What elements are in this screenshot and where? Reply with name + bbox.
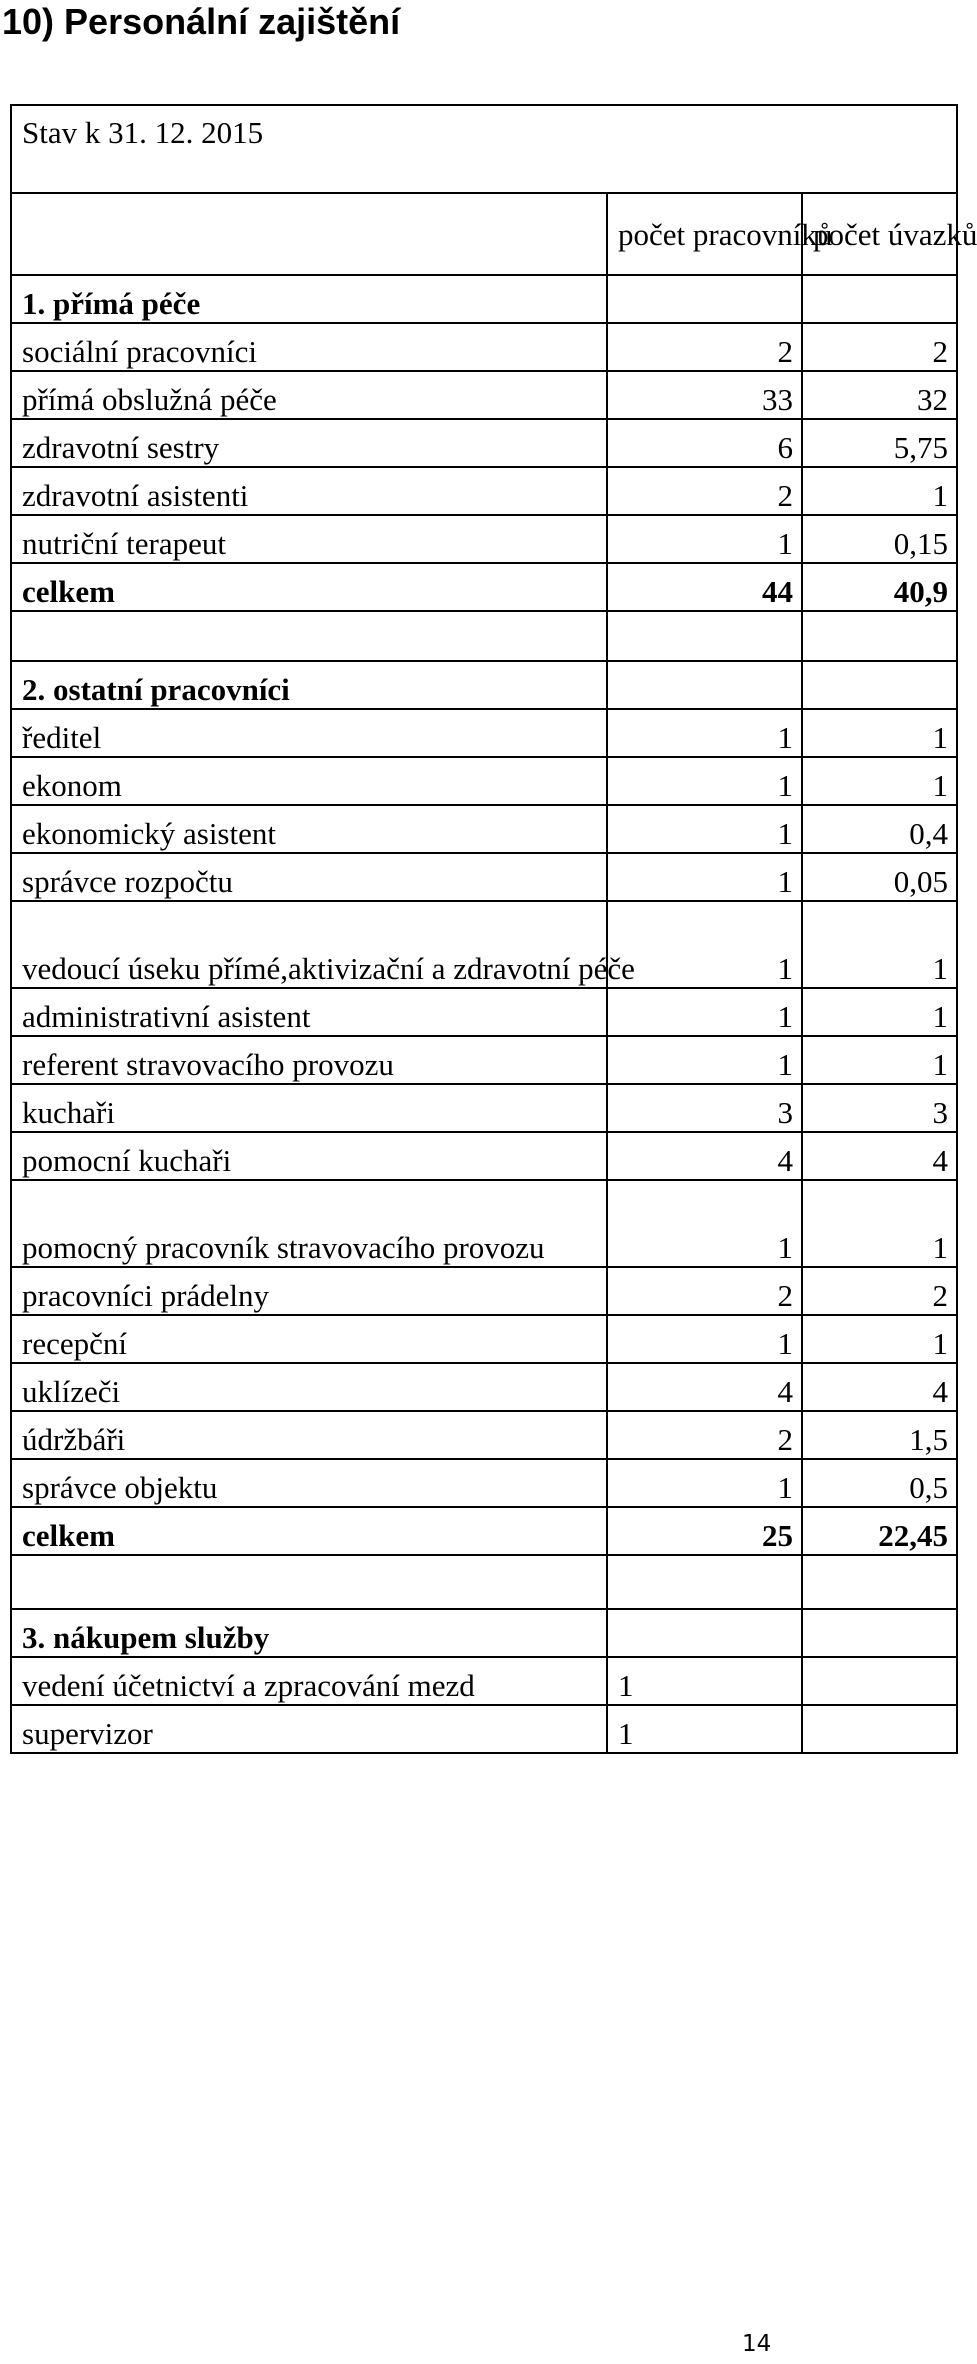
row-workers: 1 — [607, 1036, 802, 1084]
row-workers: 2 — [607, 1411, 802, 1459]
row-workers: 4 — [607, 1363, 802, 1411]
total-row — [11, 1507, 957, 1555]
row-fte: 1 — [802, 467, 957, 515]
column-header-fte: počet úvazků — [802, 193, 957, 275]
row-label: správce rozpočtu — [11, 853, 607, 901]
page-number: 14 — [742, 2331, 772, 2357]
row-fte: 3 — [802, 1084, 957, 1132]
total-label: celkem — [11, 563, 607, 611]
row-fte: 0,4 — [802, 805, 957, 853]
table-row — [11, 709, 957, 757]
row-fte: 1 — [802, 901, 957, 988]
row-fte: 1 — [802, 1036, 957, 1084]
row-fte: 4 — [802, 1363, 957, 1411]
row-fte: 1 — [802, 1315, 957, 1363]
row-label: vedoucí úseku přímé,aktivizační a zdravotní péče — [11, 901, 607, 988]
table-row — [11, 1036, 957, 1084]
row-label: uklízeči — [11, 1363, 607, 1411]
row-workers: 1 — [607, 709, 802, 757]
table-row — [11, 323, 957, 371]
total-fte: 22,45 — [802, 1507, 957, 1555]
row-fte: 1 — [802, 1180, 957, 1267]
row-workers: 2 — [607, 1267, 802, 1315]
table-row — [11, 1657, 957, 1705]
row-label: pomocní kuchaři — [11, 1132, 607, 1180]
section-title: 1. přímá péče — [11, 275, 607, 323]
row-label: zdravotní sestry — [11, 419, 607, 467]
row-fte: 1 — [802, 757, 957, 805]
row-workers: 1 — [607, 1657, 802, 1705]
row-fte: 0,05 — [802, 853, 957, 901]
row-label: ekonomický asistent — [11, 805, 607, 853]
column-header-row — [11, 193, 957, 275]
staffing-table — [10, 104, 977, 1754]
row-label: přímá obslužná péče — [11, 371, 607, 419]
row-label: údržbáři — [11, 1411, 607, 1459]
date-row — [11, 105, 957, 193]
spacer-row — [11, 1555, 957, 1609]
row-label: pomocný pracovník stravovacího provozu — [11, 1180, 607, 1267]
table-row — [11, 419, 957, 467]
table-row — [11, 988, 957, 1036]
table-row — [11, 1705, 957, 1753]
row-workers: 3 — [607, 1084, 802, 1132]
row-label: nutriční terapeut — [11, 515, 607, 563]
table-row — [11, 467, 957, 515]
table-row — [11, 1411, 957, 1459]
row-fte: 2 — [802, 1267, 957, 1315]
row-fte: 1 — [802, 709, 957, 757]
row-fte: 0,15 — [802, 515, 957, 563]
row-label: supervizor — [11, 1705, 607, 1753]
table-row — [11, 1363, 957, 1411]
section-heading: 10) Personální zajištění — [2, 1, 401, 42]
column-header-workers: počet pracovníků — [607, 193, 802, 275]
total-row — [11, 563, 957, 611]
table-row — [11, 515, 957, 563]
table-row — [11, 1180, 957, 1267]
row-workers: 1 — [607, 805, 802, 853]
row-label: recepční — [11, 1315, 607, 1363]
row-fte — [802, 1705, 957, 1753]
spacer-row — [11, 611, 957, 661]
row-workers: 1 — [607, 1459, 802, 1507]
table-row — [11, 805, 957, 853]
total-fte: 40,9 — [802, 563, 957, 611]
date-label: Stav k 31. 12. 2015 — [11, 105, 957, 193]
total-workers: 44 — [607, 563, 802, 611]
section-title-row — [11, 661, 957, 709]
row-workers: 1 — [607, 901, 802, 988]
row-fte: 0,5 — [802, 1459, 957, 1507]
row-label: pracovníci prádelny — [11, 1267, 607, 1315]
section-title: 3. nákupem služby — [11, 1609, 607, 1657]
row-workers: 1 — [607, 515, 802, 563]
section-title-row — [11, 1609, 957, 1657]
table-row — [11, 757, 957, 805]
table-row — [11, 1267, 957, 1315]
row-workers: 1 — [607, 1705, 802, 1753]
row-workers: 1 — [607, 853, 802, 901]
row-label: kuchaři — [11, 1084, 607, 1132]
row-label: správce objektu — [11, 1459, 607, 1507]
row-fte: 2 — [802, 323, 957, 371]
row-label: ekonom — [11, 757, 607, 805]
table-row — [11, 853, 957, 901]
row-fte: 5,75 — [802, 419, 957, 467]
row-fte: 4 — [802, 1132, 957, 1180]
row-label: referent stravovacího provozu — [11, 1036, 607, 1084]
row-label: ředitel — [11, 709, 607, 757]
column-header-empty — [11, 193, 607, 275]
row-workers: 33 — [607, 371, 802, 419]
row-label: sociální pracovníci — [11, 323, 607, 371]
row-workers: 4 — [607, 1132, 802, 1180]
row-workers: 1 — [607, 988, 802, 1036]
table-row — [11, 1132, 957, 1180]
table-row — [11, 1084, 957, 1132]
row-workers: 1 — [607, 757, 802, 805]
row-fte: 1,5 — [802, 1411, 957, 1459]
row-label: zdravotní asistenti — [11, 467, 607, 515]
section-title: 2. ostatní pracovníci — [11, 661, 607, 709]
row-fte: 32 — [802, 371, 957, 419]
row-workers: 6 — [607, 419, 802, 467]
row-workers: 1 — [607, 1180, 802, 1267]
row-workers: 2 — [607, 467, 802, 515]
row-fte: 1 — [802, 988, 957, 1036]
table-row — [11, 1315, 957, 1363]
total-label: celkem — [11, 1507, 607, 1555]
table-row — [11, 1459, 957, 1507]
total-workers: 25 — [607, 1507, 802, 1555]
row-label: vedení účetnictví a zpracování mezd — [11, 1657, 607, 1705]
row-workers: 2 — [607, 323, 802, 371]
table-row — [11, 901, 957, 988]
row-label: administrativní asistent — [11, 988, 607, 1036]
row-workers: 1 — [607, 1315, 802, 1363]
table-row — [11, 371, 957, 419]
row-fte — [802, 1657, 957, 1705]
section-title-row — [11, 275, 957, 323]
